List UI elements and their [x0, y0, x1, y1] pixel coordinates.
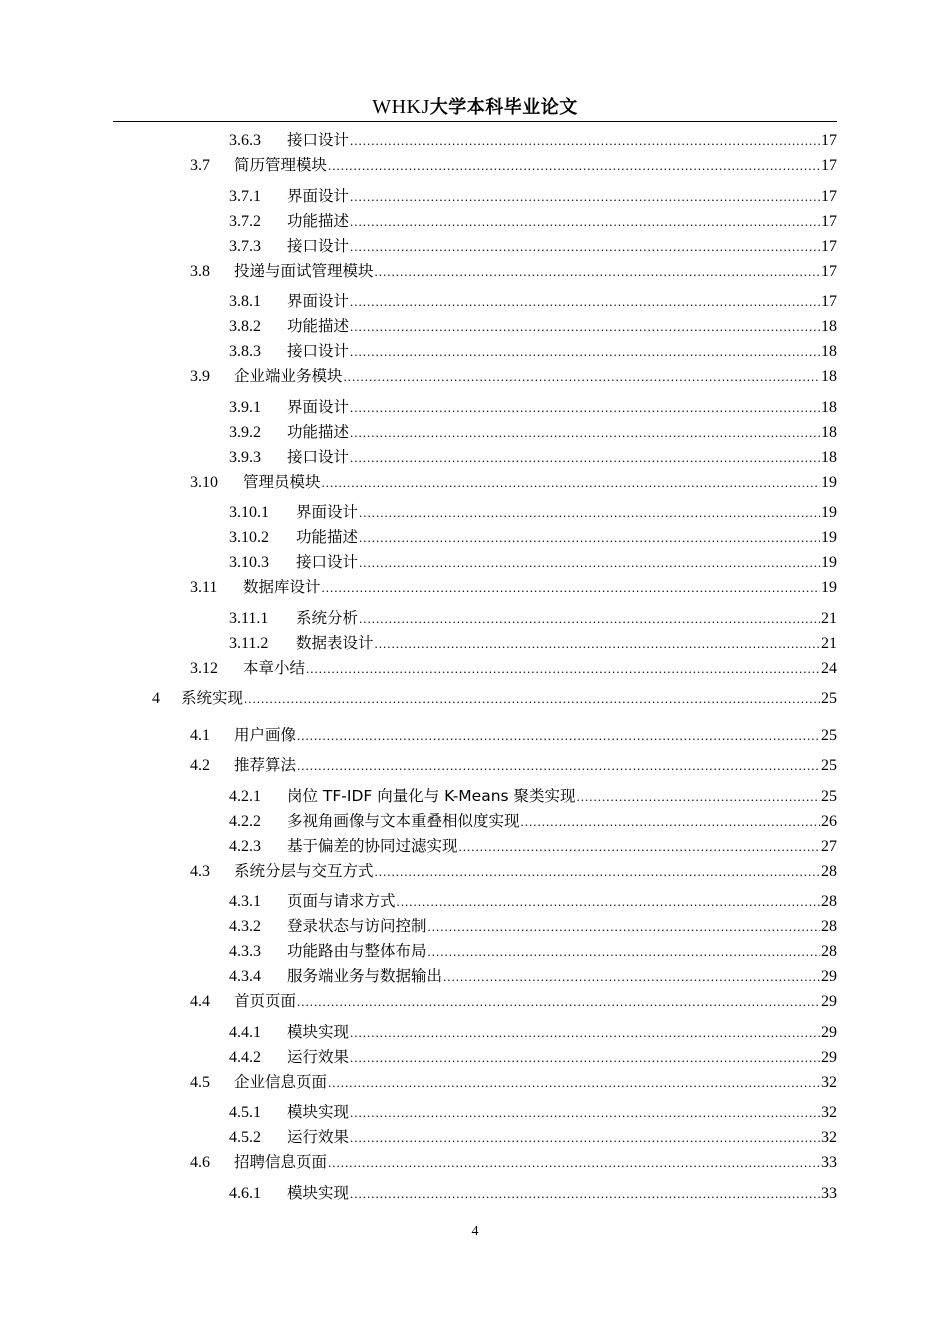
toc-entry[interactable] — [190, 471, 837, 493]
toc-entry[interactable] — [229, 129, 837, 151]
toc-leader-dots — [397, 891, 820, 913]
toc-entry[interactable] — [229, 501, 837, 523]
toc-number: 4.3 — [190, 863, 210, 880]
toc-entry[interactable] — [190, 860, 837, 882]
toc-number: 4.4.1 — [229, 1024, 261, 1041]
toc-page: 29 — [821, 993, 837, 1010]
toc-title: 运行效果 — [287, 1048, 350, 1066]
toc-entry[interactable] — [229, 607, 837, 629]
toc-entry[interactable] — [229, 1126, 837, 1148]
toc-page: 25 — [821, 788, 837, 805]
toc-leader-dots — [350, 1022, 820, 1044]
toc-entry[interactable] — [229, 340, 837, 362]
toc-entry[interactable] — [229, 210, 837, 232]
toc-page: 28 — [821, 893, 837, 910]
toc-leader-dots — [322, 472, 820, 494]
toc-leader-dots — [428, 941, 820, 963]
toc-leader-dots — [359, 527, 820, 549]
toc-number: 4.5.1 — [229, 1104, 261, 1121]
toc-title: 服务端业务与数据输出 — [287, 967, 443, 985]
toc-entry[interactable] — [229, 835, 837, 857]
toc-page: 32 — [821, 1129, 837, 1146]
toc-page: 29 — [821, 1049, 837, 1066]
toc-number: 3.10.1 — [229, 504, 269, 521]
toc-entry[interactable] — [229, 315, 837, 337]
toc-number: 4.2.1 — [229, 788, 261, 805]
toc-number: 4.4 — [190, 993, 210, 1010]
toc-entry[interactable] — [229, 632, 837, 654]
toc-title: 功能描述 — [296, 528, 359, 546]
toc-number: 3.8.2 — [229, 318, 261, 335]
toc-page: 17 — [821, 188, 837, 205]
toc-number: 4.5.2 — [229, 1129, 261, 1146]
toc-number: 3.9.3 — [229, 449, 261, 466]
toc-number: 3.9 — [190, 368, 210, 385]
toc-title: 接口设计 — [287, 448, 350, 466]
toc-title: 本章小结 — [243, 659, 306, 677]
toc-page: 28 — [821, 943, 837, 960]
toc-number: 4.2 — [190, 757, 210, 774]
toc-title: 投递与面试管理模块 — [234, 262, 374, 280]
toc-title: 首页页面 — [234, 992, 297, 1010]
toc-entry[interactable] — [229, 396, 837, 418]
toc-page: 19 — [821, 579, 837, 596]
toc-title: 模块实现 — [287, 1103, 350, 1121]
toc-page: 21 — [821, 635, 837, 652]
toc-number: 4.5 — [190, 1074, 210, 1091]
toc-page: 32 — [821, 1104, 837, 1121]
toc-leader-dots — [328, 1072, 820, 1094]
toc-page: 28 — [821, 918, 837, 935]
toc-title: 简历管理模块 — [234, 156, 328, 174]
toc-page: 19 — [821, 474, 837, 491]
toc-page: 17 — [821, 238, 837, 255]
toc-page: 18 — [821, 449, 837, 466]
toc-page: 26 — [821, 813, 837, 830]
toc-number: 3.8 — [190, 263, 210, 280]
toc-leader-dots — [350, 1183, 820, 1205]
toc-title: 管理员模块 — [243, 473, 321, 491]
toc-number: 4.3.2 — [229, 918, 261, 935]
toc-entry[interactable] — [229, 1101, 837, 1123]
toc-entry[interactable] — [190, 1151, 837, 1173]
toc-number: 3.12 — [190, 660, 218, 677]
toc-entry[interactable] — [229, 551, 837, 573]
toc-page: 18 — [821, 399, 837, 416]
toc-leader-dots — [244, 688, 820, 710]
toc-number: 3.10.2 — [229, 529, 269, 546]
toc-number: 3.9.2 — [229, 424, 261, 441]
toc-title: 接口设计 — [296, 553, 359, 571]
toc-page: 25 — [821, 727, 837, 744]
toc-number: 4.3.4 — [229, 968, 261, 985]
toc-entry[interactable] — [229, 235, 837, 257]
page-number: 4 — [471, 1224, 479, 1239]
toc-title: 企业端业务模块 — [234, 367, 343, 385]
toc-leader-dots — [350, 130, 820, 152]
toc-entry[interactable] — [229, 965, 837, 987]
toc-title: 登录状态与访问控制 — [287, 917, 427, 935]
toc-page: 25 — [821, 690, 837, 707]
toc-entry[interactable] — [229, 1046, 837, 1068]
toc-page: 19 — [821, 529, 837, 546]
toc-leader-dots — [350, 397, 820, 419]
toc-page: 27 — [821, 838, 837, 855]
toc-title: 企业信息页面 — [234, 1073, 328, 1091]
toc-title: 界面设计 — [287, 292, 350, 310]
toc-title: 接口设计 — [287, 131, 350, 149]
toc-entry[interactable] — [229, 785, 837, 807]
toc-number: 4.3.3 — [229, 943, 261, 960]
toc-title: 多视角画像与文本重叠相似度实现 — [287, 812, 520, 830]
header-title-latin: WHKJ — [372, 96, 430, 118]
toc-leader-dots — [322, 577, 820, 599]
toc-leader-dots — [297, 991, 820, 1013]
toc-title: 功能描述 — [287, 423, 350, 441]
toc-entry[interactable] — [190, 1071, 837, 1093]
toc-leader-dots — [359, 552, 820, 574]
toc-entry[interactable] — [229, 810, 837, 832]
toc-leader-dots — [297, 725, 820, 747]
toc-entry[interactable] — [229, 890, 837, 912]
toc-entry[interactable] — [190, 990, 837, 1012]
toc-title: 系统实现 — [181, 689, 244, 707]
toc-title: 页面与请求方式 — [287, 892, 396, 910]
toc-leader-dots — [375, 633, 820, 655]
toc-number: 3.6.3 — [229, 132, 261, 149]
toc-number: 3.8.3 — [229, 343, 261, 360]
toc-title: 界面设计 — [296, 503, 359, 521]
toc-number: 4.2.2 — [229, 813, 261, 830]
toc-page: 24 — [821, 660, 837, 677]
toc-entry[interactable] — [190, 154, 837, 176]
toc-page: 25 — [821, 757, 837, 774]
toc-leader-dots — [350, 447, 820, 469]
toc-leader-dots — [577, 786, 820, 808]
toc-number: 4.6 — [190, 1154, 210, 1171]
toc-leader-dots — [350, 1127, 820, 1149]
toc-page: 17 — [821, 132, 837, 149]
toc-number: 3.10 — [190, 474, 218, 491]
toc-page: 32 — [821, 1074, 837, 1091]
toc-title: 系统分析 — [296, 609, 359, 627]
toc-entry[interactable] — [190, 260, 837, 282]
toc-title: 功能描述 — [287, 317, 350, 335]
toc-leader-dots — [359, 502, 820, 524]
toc-entry[interactable] — [229, 421, 837, 443]
toc-page: 17 — [821, 213, 837, 230]
toc-entry[interactable] — [190, 657, 837, 679]
toc-entry[interactable] — [229, 915, 837, 937]
toc-entry[interactable] — [152, 687, 837, 709]
toc-page: 17 — [821, 157, 837, 174]
toc-title: 运行效果 — [287, 1128, 350, 1146]
toc-leader-dots — [350, 236, 820, 258]
toc-title: 功能描述 — [287, 212, 350, 230]
toc-title: 界面设计 — [287, 187, 350, 205]
toc-title: 系统分层与交互方式 — [234, 862, 374, 880]
toc-leader-dots — [306, 658, 820, 680]
toc-page: 33 — [821, 1185, 837, 1202]
toc-leader-dots — [350, 211, 820, 233]
toc-page: 19 — [821, 554, 837, 571]
toc-number: 3.11.1 — [229, 610, 269, 627]
toc-title: 基于偏差的协同过滤实现 — [287, 837, 458, 855]
toc-entry[interactable] — [229, 290, 837, 312]
toc-number: 3.10.3 — [229, 554, 269, 571]
toc-title: 接口设计 — [287, 237, 350, 255]
toc-number: 3.7.2 — [229, 213, 261, 230]
toc-leader-dots — [375, 261, 820, 283]
toc-leader-dots — [344, 366, 820, 388]
toc-page: 18 — [821, 318, 837, 335]
toc-page: 21 — [821, 610, 837, 627]
toc-page: 17 — [821, 293, 837, 310]
toc-page: 29 — [821, 968, 837, 985]
toc-title: 模块实现 — [287, 1023, 350, 1041]
toc-number: 3.9.1 — [229, 399, 261, 416]
toc-leader-dots — [428, 916, 820, 938]
toc-leader-dots — [350, 422, 820, 444]
toc-title: 模块实现 — [287, 1184, 350, 1202]
toc-entry[interactable] — [190, 576, 837, 598]
toc-number: 3.8.1 — [229, 293, 261, 310]
toc-number: 3.11 — [190, 579, 218, 596]
toc-entry[interactable] — [229, 940, 837, 962]
toc-number: 3.7.1 — [229, 188, 261, 205]
toc-leader-dots — [350, 341, 820, 363]
toc-leader-dots — [297, 755, 820, 777]
toc-leader-dots — [459, 836, 820, 858]
toc-title: 接口设计 — [287, 342, 350, 360]
toc-title: 岗位 TF-IDF 向量化与 K-Means 聚类实现 — [287, 787, 576, 805]
toc-page: 17 — [821, 263, 837, 280]
toc-number: 4.1 — [190, 727, 210, 744]
toc-title: 推荐算法 — [234, 756, 297, 774]
toc-page: 29 — [821, 1024, 837, 1041]
toc-entry[interactable] — [229, 1182, 837, 1204]
toc-number: 4.4.2 — [229, 1049, 261, 1066]
toc-title: 界面设计 — [287, 398, 350, 416]
toc-page: 33 — [821, 1154, 837, 1171]
toc-number: 4.6.1 — [229, 1185, 261, 1202]
toc-entry[interactable] — [190, 365, 837, 387]
toc-leader-dots — [443, 966, 820, 988]
toc-entry[interactable] — [190, 754, 837, 776]
toc-number: 3.7.3 — [229, 238, 261, 255]
toc-title: 功能路由与整体布局 — [287, 942, 427, 960]
toc-entry[interactable] — [229, 185, 837, 207]
toc-number: 4 — [152, 690, 160, 707]
toc-leader-dots — [350, 291, 820, 313]
toc-page: 19 — [821, 504, 837, 521]
toc-title: 用户画像 — [234, 726, 297, 744]
toc-title: 数据库设计 — [243, 578, 321, 596]
toc-leader-dots — [375, 861, 820, 883]
toc-number: 3.11.2 — [229, 635, 269, 652]
toc-title: 数据表设计 — [296, 634, 374, 652]
toc-entry[interactable] — [229, 446, 837, 468]
toc-entry[interactable] — [190, 724, 837, 746]
toc-entry[interactable] — [229, 526, 837, 548]
toc-leader-dots — [350, 186, 820, 208]
toc-page: 28 — [821, 863, 837, 880]
toc-number: 4.3.1 — [229, 893, 261, 910]
toc-leader-dots — [350, 1102, 820, 1124]
header-title-cn: 大学本科毕业论文 — [429, 97, 578, 118]
toc-leader-dots — [328, 1152, 820, 1174]
toc-title: 招聘信息页面 — [234, 1153, 328, 1171]
toc-leader-dots — [328, 155, 820, 177]
toc-entry[interactable] — [229, 1021, 837, 1043]
toc-leader-dots — [350, 316, 820, 338]
toc-page: 18 — [821, 343, 837, 360]
toc-page: 18 — [821, 424, 837, 441]
toc-number: 4.2.3 — [229, 838, 261, 855]
toc-leader-dots — [521, 811, 820, 833]
toc-page: 18 — [821, 368, 837, 385]
toc-leader-dots — [359, 608, 820, 630]
toc-leader-dots — [350, 1047, 820, 1069]
toc-number: 3.7 — [190, 157, 210, 174]
